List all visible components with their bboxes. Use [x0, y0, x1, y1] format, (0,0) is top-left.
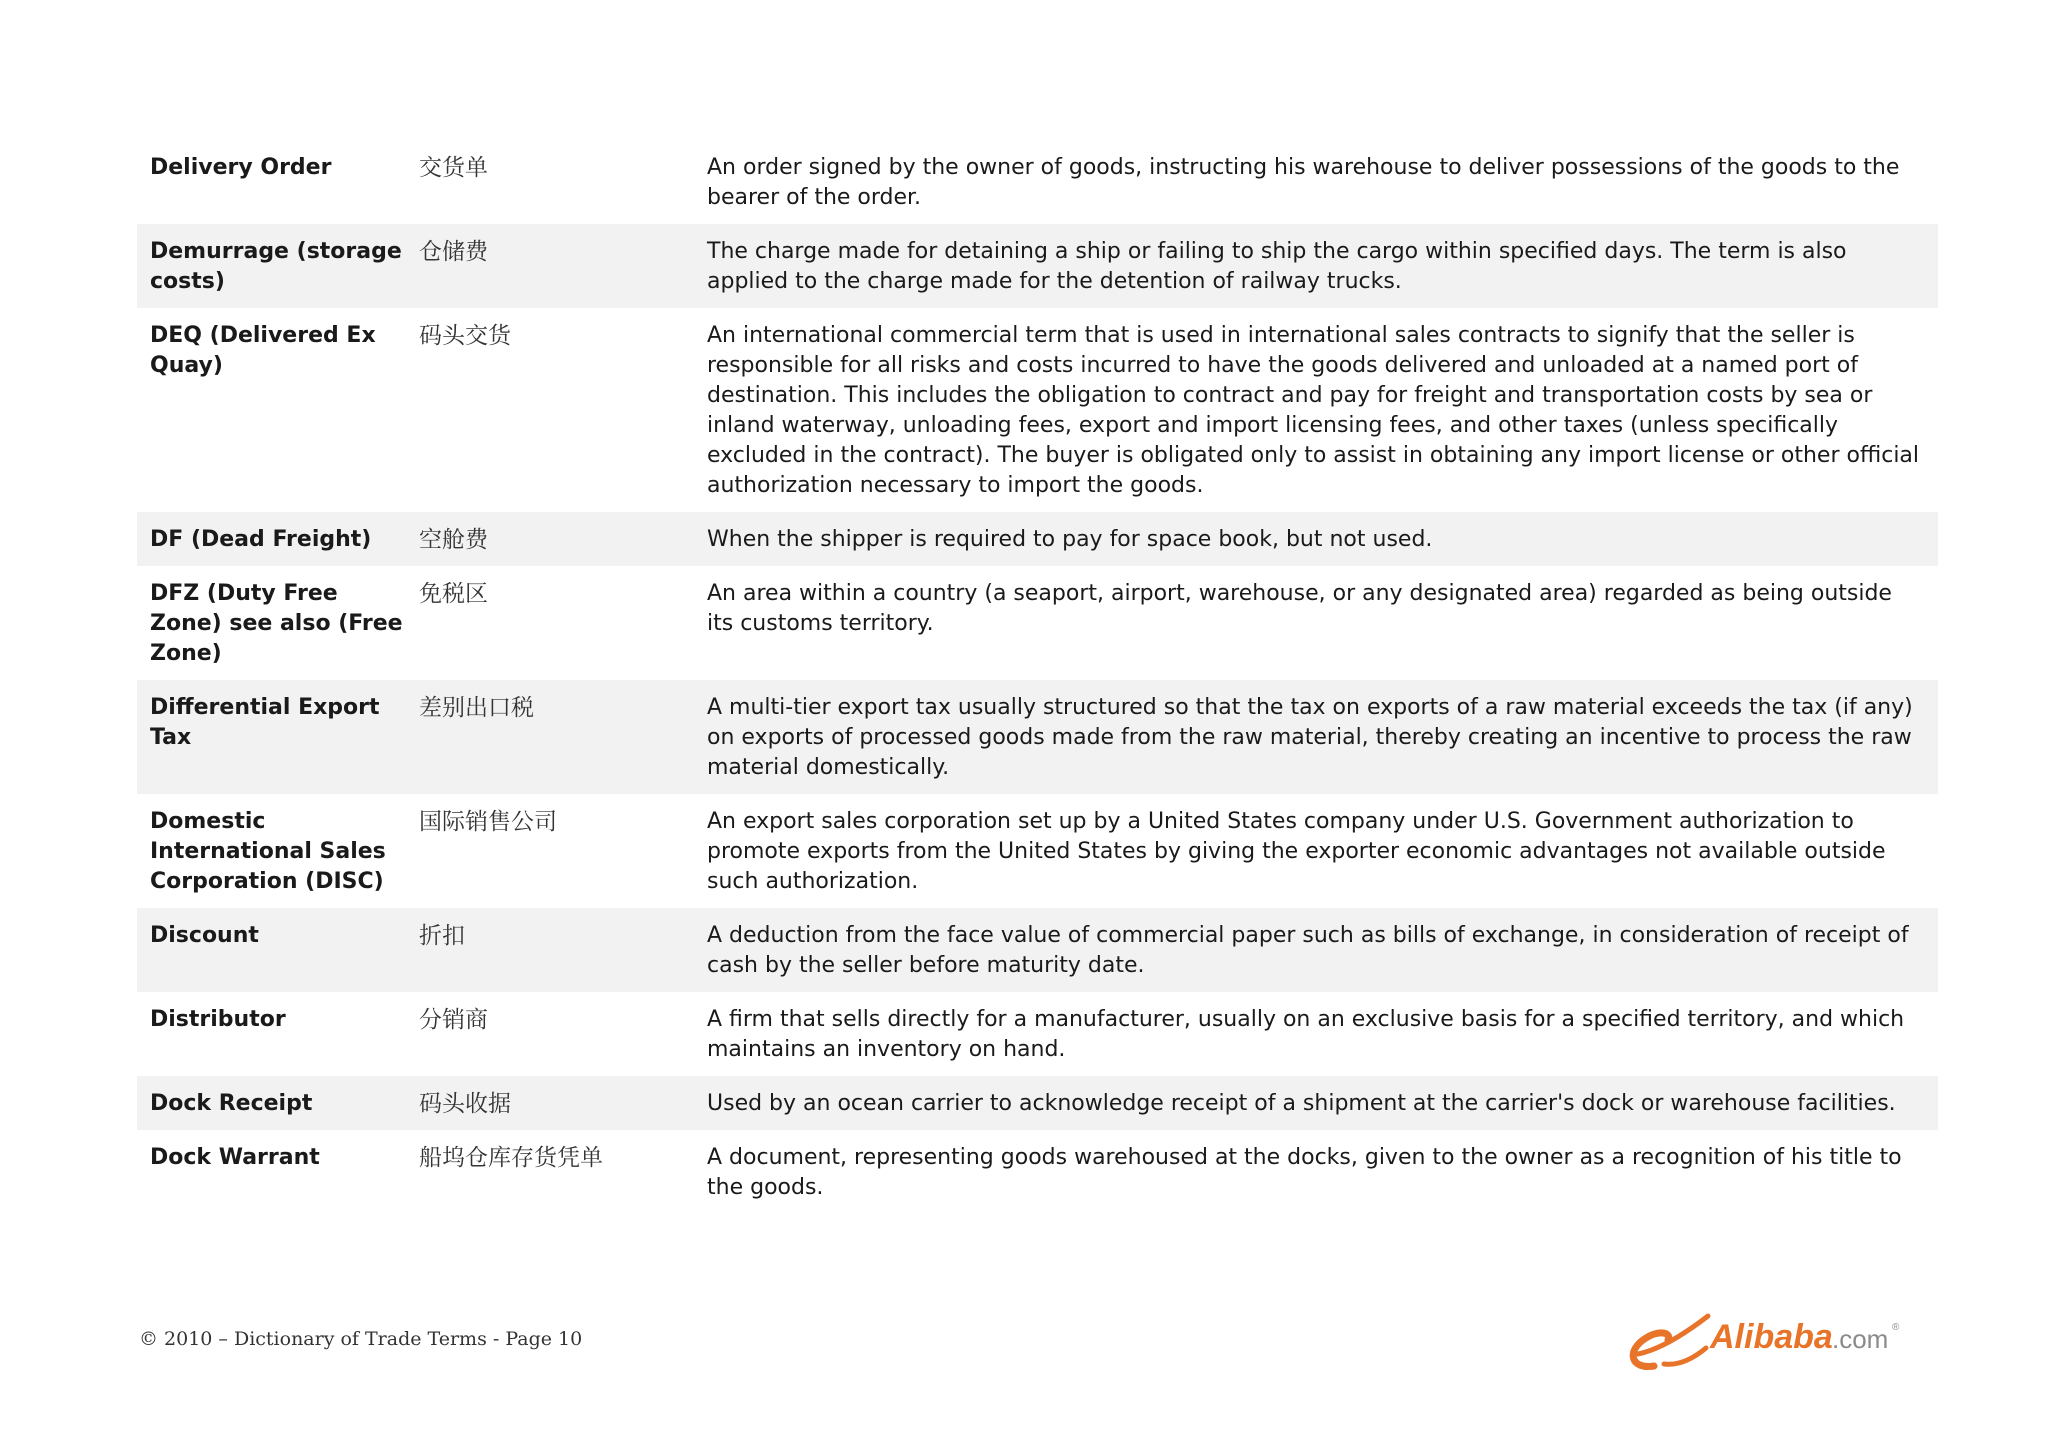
term-row	[137, 992, 1938, 1076]
term-chinese: 码头交货	[419, 323, 511, 349]
term-name: DEQ (Delivered Ex Quay)	[150, 323, 376, 378]
term-name: Dock Receipt	[150, 1091, 313, 1116]
term-chinese: 国际销售公司	[419, 809, 557, 835]
term-chinese: 仓储费	[419, 239, 488, 265]
term-name: Distributor	[150, 1007, 286, 1032]
term-chinese: 码头收据	[419, 1091, 511, 1117]
term-chinese: 免税区	[419, 581, 488, 607]
term-chinese: 空舱费	[419, 527, 488, 553]
term-definition: An international commercial term that is used in international sales contracts to signify that the seller is responsible for all risks and costs incurred to have the goods delivered and unloaded at a named port of destination. This includes the obligation to contract and pay for freight and transportation costs by sea or inland waterway, unloading fees, export and import licensing fees, and other taxes (unless specifically excluded in the contract). The buyer is obligated only to assist in obtaining any import license or other official authorization necessary to import the goods.	[707, 323, 1920, 498]
term-name: Demurrage (storage costs)	[150, 239, 402, 294]
term-definition: An order signed by the owner of goods, instructing his warehouse to deliver possessions of the goods to the bearer of the order.	[707, 155, 1900, 210]
term-definition: A deduction from the face value of commercial paper such as bills of exchange, in consideration of receipt of cash by the seller before maturity date.	[707, 923, 1909, 978]
term-row	[137, 1130, 1938, 1214]
term-definition: When the shipper is required to pay for space book, but not used.	[707, 527, 1433, 552]
registered-mark: ®	[1892, 1322, 1900, 1333]
terms-table	[137, 140, 1938, 1214]
alibaba-logo-text: Alibaba	[1710, 1318, 1833, 1356]
term-row	[137, 1076, 1938, 1130]
term-name: DFZ (Duty Free Zone) see also (Free Zone)	[150, 581, 403, 666]
term-definition: A firm that sells directly for a manufacturer, usually on an exclusive basis for a specified territory, and which maintains an inventory on hand.	[707, 1007, 1905, 1062]
term-definition: A multi-tier export tax usually structured so that the tax on exports of a raw material exceeds the tax (if any) on exports of processed goods made from the raw material, thereby creating an incentive to process the raw material domestically.	[707, 695, 1913, 780]
term-row	[137, 794, 1938, 908]
term-definition: The charge made for detaining a ship or failing to ship the cargo within specified days. The term is also applied to the charge made for the detention of railway trucks.	[707, 239, 1847, 294]
term-chinese: 交货单	[419, 155, 488, 181]
term-row	[137, 308, 1938, 512]
term-definition: A document, representing goods warehoused at the docks, given to the owner as a recognition of his title to the goods.	[707, 1145, 1902, 1200]
term-definition: An area within a country (a seaport, airport, warehouse, or any designated area) regarded as being outside its customs territory.	[707, 581, 1892, 636]
term-row	[137, 680, 1938, 794]
alibaba-logo-suffix: .com	[1832, 1324, 1889, 1354]
term-row	[137, 908, 1938, 992]
alibaba-logo	[1624, 1308, 1924, 1380]
term-row	[137, 566, 1938, 680]
term-name: Differential Export Tax	[150, 695, 380, 750]
term-chinese: 分销商	[419, 1007, 488, 1033]
term-chinese: 折扣	[419, 923, 465, 949]
term-name: Dock Warrant	[150, 1145, 320, 1170]
term-name: Discount	[150, 923, 259, 948]
alibaba-swoosh-icon	[1633, 1316, 1708, 1367]
term-row	[137, 140, 1938, 224]
term-name: DF (Dead Freight)	[150, 527, 372, 552]
term-row	[137, 512, 1938, 566]
term-chinese: 差别出口税	[419, 695, 534, 721]
term-name: Delivery Order	[150, 155, 332, 180]
term-name: Domestic International Sales Corporation (DISC)	[150, 809, 386, 894]
term-row	[137, 224, 1938, 308]
term-chinese: 船坞仓库存货凭单	[419, 1145, 603, 1171]
term-definition: Used by an ocean carrier to acknowledge receipt of a shipment at the carrier's dock or warehouse facilities.	[707, 1091, 1896, 1116]
page-footer: © 2010 – Dictionary of Trade Terms - Page 10	[139, 1328, 583, 1350]
term-definition: An export sales corporation set up by a United States company under U.S. Government authorization to promote exports from the United States by giving the exporter economic advantages not available outside such authorization.	[707, 809, 1886, 894]
